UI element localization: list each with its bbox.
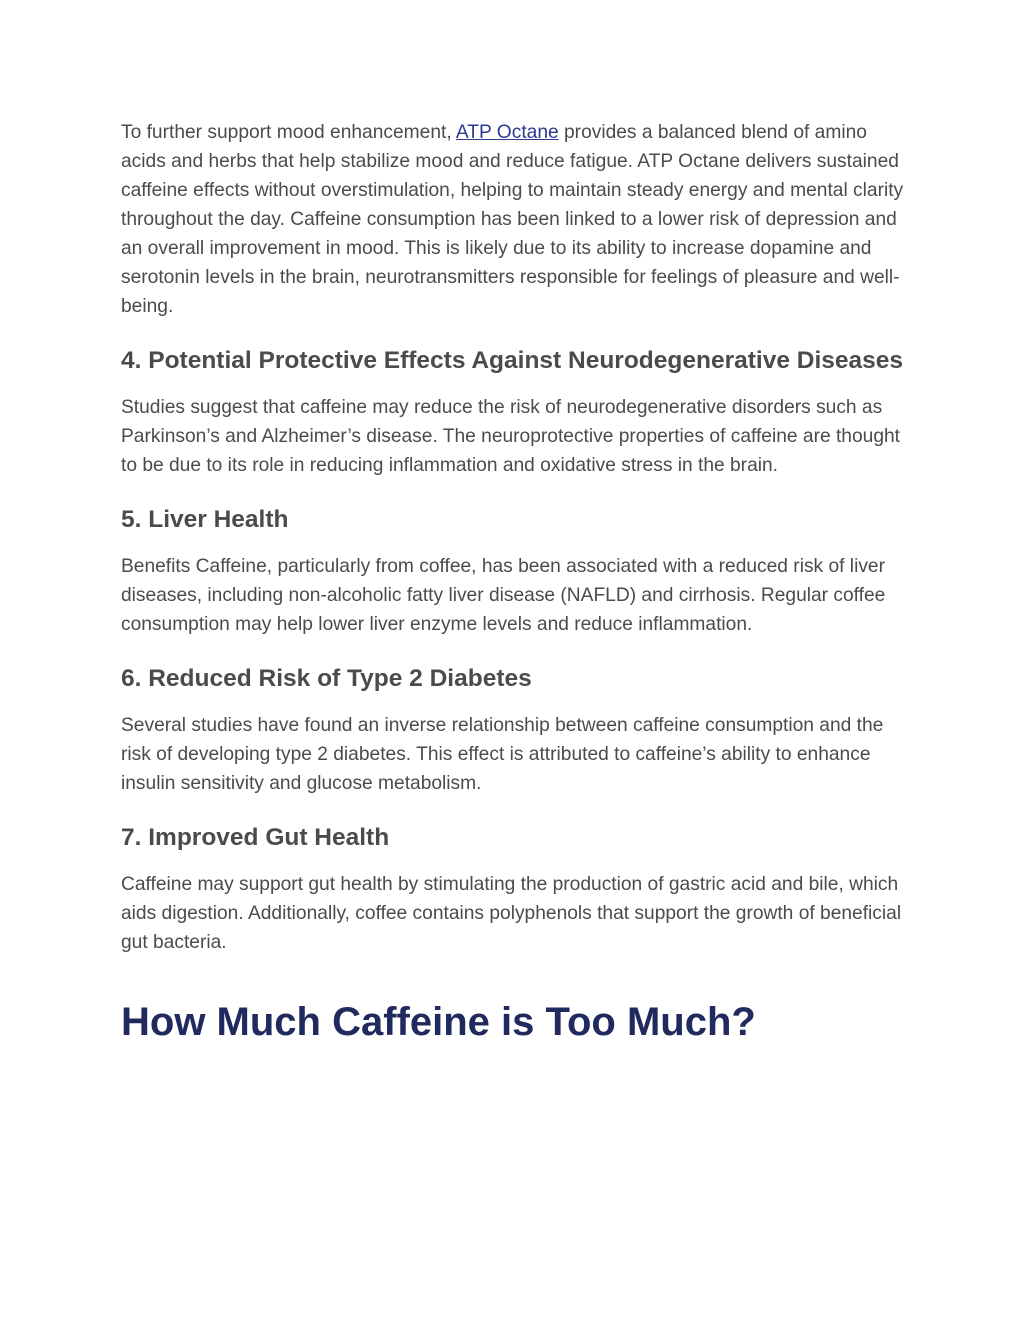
intro-text-after-link: provides a balanced blend of amino acids and herbs that help stabilize mood and reduce fatigue. ATP Octane delivers sustained caffeine effects without overstimulation, helping to maintain steady energy and mental clarity throughout the day. Caffeine consumption has been linked to a lower risk of depression and an overall improvement in mood. This is likely due to its ability to increase dopamine and serotonin levels in the brain, neurotransmitters responsible for feelings of pleasure and well-being. (121, 122, 904, 317)
section-heading-type-2-diabetes: 6. Reduced Risk of Type 2 Diabetes (121, 665, 532, 692)
section-heading-neurodegenerative: 4. Potential Protective Effects Against Neurodegenerative Diseases (121, 347, 904, 374)
section-body-liver-health: Benefits Caffeine, particularly from coffee, has been associated with a reduced risk of liver diseases, including non-alcoholic fatty liver disease (NAFLD) and cirrhosis. Regular coffee consumption may help lower liver enzyme levels and reduce inflammation. (121, 556, 886, 635)
section-body-type-2-diabetes: Several studies have found an inverse relationship between caffeine consumption and the risk of developing type 2 diabetes. This effect is attributed to caffeine’s ability to enhance insulin sensitivity and glucose metabolism. (121, 715, 884, 794)
document-page (121, 118, 911, 1047)
section-heading-gut-health: 7. Improved Gut Health (121, 824, 390, 851)
main-heading: How Much Caffeine is Too Much? (121, 1000, 756, 1044)
section-body-neurodegenerative: Studies suggest that caffeine may reduce the risk of neurodegenerative disorders such as Parkinson’s and Alzheimer’s disease. The neuroprotective properties of caffeine are thought to be due to its role in reducing inflammation and oxidative stress in the brain. (121, 397, 900, 476)
section-heading-liver-health: 5. Liver Health (121, 506, 289, 533)
atp-octane-link[interactable]: ATP Octane (455, 122, 559, 143)
section-body-gut-health: Caffeine may support gut health by stimulating the production of gastric acid and bile, which aids digestion. Additionally, coffee contains polyphenols that support the growth of beneficial gut bacteria. (121, 874, 902, 953)
intro-text-before-link: To further support mood enhancement, (121, 122, 456, 143)
intro-paragraph (121, 118, 911, 321)
